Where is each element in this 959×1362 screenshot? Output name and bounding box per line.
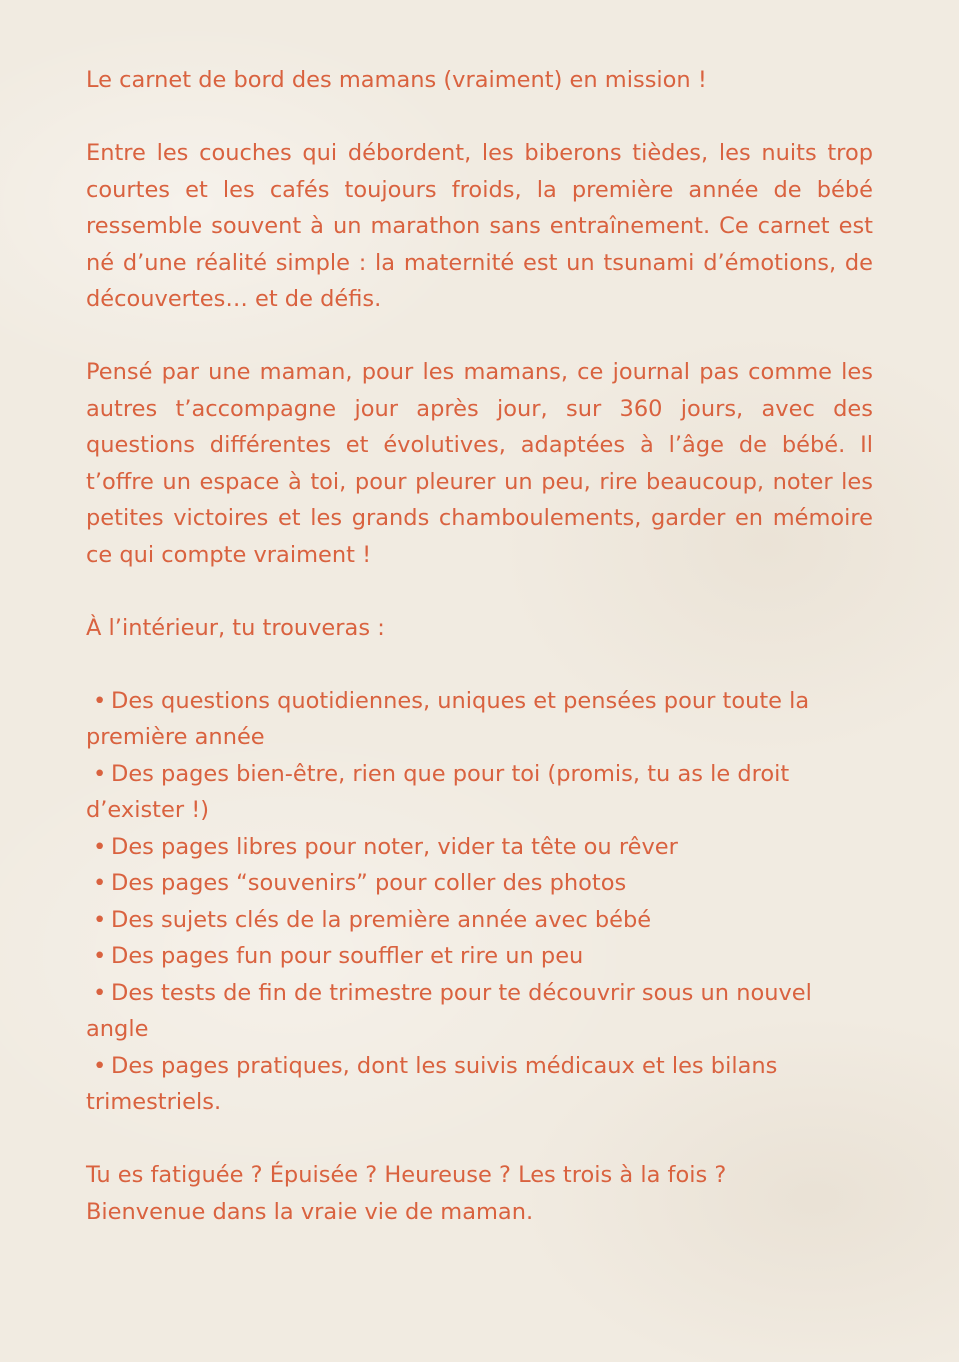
bullet-icon: • bbox=[93, 833, 107, 860]
bullet-icon: • bbox=[93, 760, 107, 787]
bullet-icon: • bbox=[93, 979, 107, 1006]
feature-text: Des pages pratiques, dont les suivis médicaux et les bilans trimestriels. bbox=[86, 1052, 778, 1115]
feature-item bbox=[86, 865, 873, 902]
description-paragraph: Pensé par une maman, pour les mamans, ce journal pas comme les autres t’accompagne jour après jour, sur 360 jours, avec des questions différentes et évolutives, adaptées à l’âge de bébé. Il t’offre un espace à toi, pour pleurer un peu, rire beaucoup, noter les petites victoires et les grands chamboulements, garder en mémoire ce qui compte vraiment ! bbox=[86, 359, 873, 568]
feature-item bbox=[86, 975, 873, 1048]
feature-item bbox=[86, 902, 873, 939]
feature-item bbox=[86, 1048, 873, 1121]
bullet-icon: • bbox=[93, 906, 107, 933]
bullet-icon: • bbox=[93, 1052, 107, 1079]
feature-text: Des tests de fin de trimestre pour te découvrir sous un nouvel angle bbox=[86, 979, 812, 1042]
feature-text: Des pages bien-être, rien que pour toi (promis, tu as le droit d’exister !) bbox=[86, 760, 790, 823]
intro-paragraph: Entre les couches qui débordent, les biberons tièdes, les nuits trop courtes et les cafés toujours froids, la première année de bébé ressemble souvent à un marathon sans entraînement. Ce carnet est né d’une réalité simple : la maternité est un tsunami d’émotions, de découvertes… et de défis. bbox=[86, 140, 873, 312]
feature-item bbox=[86, 683, 873, 756]
closing-line: Tu es fatiguée ? Épuisée ? Heureuse ? Les trois à la fois ? bbox=[86, 1162, 727, 1188]
bullet-icon: • bbox=[93, 943, 107, 969]
feature-text: Des pages “souvenirs” pour coller des photos bbox=[111, 870, 627, 896]
list-intro: À l’intérieur, tu trouveras : bbox=[86, 614, 385, 641]
document-title: Le carnet de bord des mamans (vraiment) en mission ! bbox=[86, 67, 707, 93]
feature-list bbox=[86, 683, 873, 1121]
bullet-icon: • bbox=[93, 870, 107, 896]
feature-item bbox=[86, 829, 873, 866]
bullet-icon: • bbox=[93, 687, 107, 714]
feature-text: Des questions quotidiennes, uniques et pensées pour toute la première année bbox=[86, 687, 810, 750]
feature-item bbox=[86, 756, 873, 829]
welcome-line: Bienvenue dans la vraie vie de maman. bbox=[86, 1198, 534, 1225]
feature-text: Des pages fun pour souffler et rire un peu bbox=[111, 943, 584, 969]
feature-item bbox=[86, 938, 873, 975]
feature-text: Des sujets clés de la première année avec bébé bbox=[111, 906, 652, 933]
feature-text: Des pages libres pour noter, vider ta tête ou rêver bbox=[111, 833, 678, 860]
